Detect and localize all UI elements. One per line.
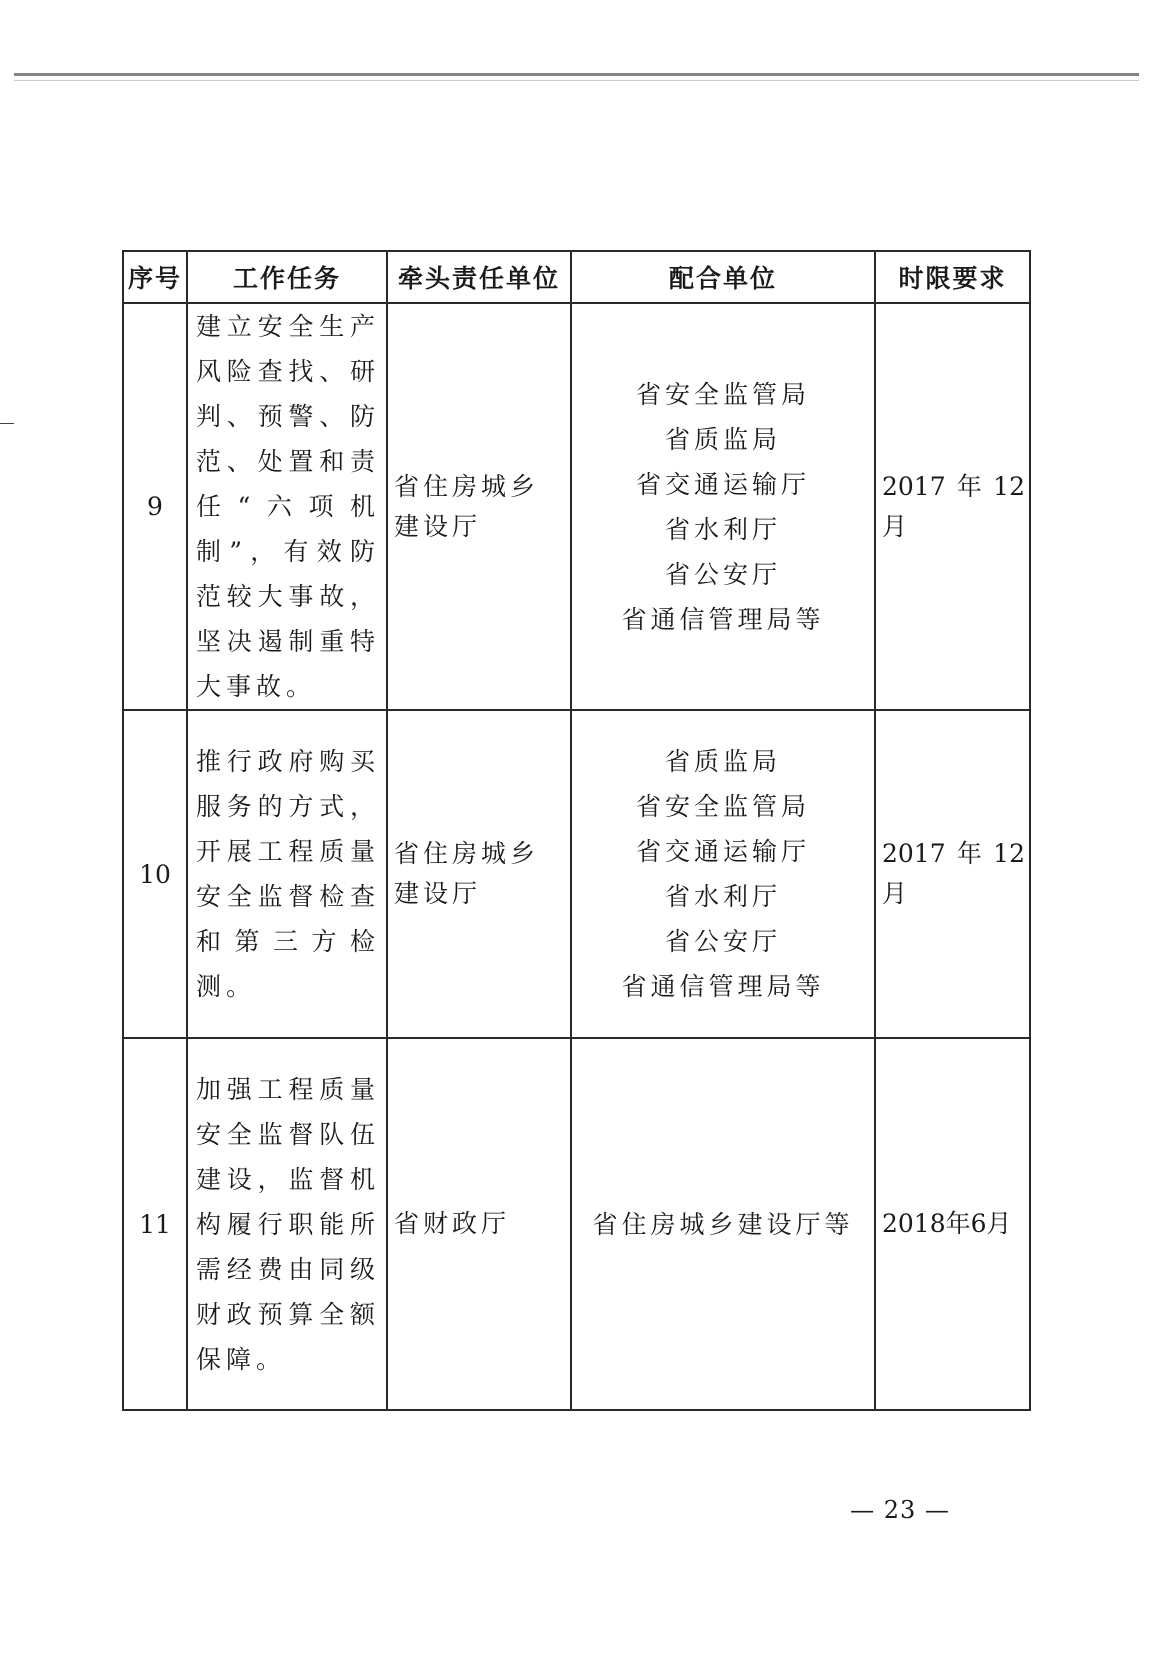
table-row — [123, 710, 1030, 1038]
coop-unit: 省质监局 — [664, 747, 781, 776]
row-deadline: 2018年6月 — [875, 1038, 1030, 1410]
row-seq: 11 — [123, 1038, 187, 1410]
header-rule — [14, 73, 1139, 76]
header-coop-units: 配合单位 — [571, 251, 875, 303]
header-task: 工作任务 — [187, 251, 387, 303]
coop-unit: 省水利厅 — [664, 882, 781, 911]
page-number: — 23 — — [850, 1496, 950, 1524]
deadline-month-unit: 月 — [882, 879, 908, 908]
row-coop-units — [571, 710, 875, 1038]
row-task: 加强工程质量安全监督队伍建设，监督机构履行职能所需经费由同级财政预算全额保障。 — [187, 1038, 387, 1410]
header-lead-unit: 牵头责任单位 — [387, 251, 571, 303]
row-deadline — [875, 303, 1030, 710]
deadline-month: 12 — [993, 839, 1025, 868]
deadline-year: 2017 — [882, 839, 946, 868]
table-row — [123, 303, 1030, 710]
row-deadline — [875, 710, 1030, 1038]
row-lead-unit: 省财政厅 — [387, 1038, 571, 1410]
row-lead-unit: 省住房城乡建设厅 — [387, 710, 571, 1038]
coop-unit: 省住房城乡建设厅等 — [592, 1209, 854, 1239]
table-header-row — [123, 251, 1030, 303]
table-row — [123, 1038, 1030, 1410]
row-seq: 10 — [123, 710, 187, 1038]
header-rule-shadow — [14, 80, 1139, 81]
coop-unit: 省质监局 — [664, 424, 781, 454]
coop-unit: 省交通运输厅 — [635, 837, 810, 866]
row-lead-unit: 省住房城乡建设厅 — [387, 303, 571, 710]
task-table — [122, 250, 1031, 1411]
row-coop-units — [571, 303, 875, 710]
deadline-year-unit: 年 — [956, 839, 982, 868]
coop-unit: 省水利厅 — [664, 514, 781, 544]
row-task: 推行政府购买服务的方式，开展工程质量安全监督检查和第三方检测。 — [187, 710, 387, 1038]
coop-unit: 省安全监管局 — [635, 379, 810, 409]
coop-unit: 省安全监管局 — [635, 792, 810, 821]
binding-margin-mark — [0, 423, 14, 424]
deadline-month-unit: 月 — [882, 511, 908, 541]
deadline-year: 2017 — [882, 471, 946, 501]
deadline-month: 12 — [993, 471, 1025, 501]
coop-unit: 省交通运输厅 — [635, 469, 810, 499]
deadline-year-unit: 年 — [956, 471, 982, 501]
coop-unit: 省公安厅 — [664, 927, 781, 956]
header-deadline: 时限要求 — [875, 251, 1030, 303]
header-seq: 序号 — [123, 251, 187, 303]
row-task: 建立安全生产风险查找、研判、预警、防范、处置和责任“六项机制”，有效防范较大事故，坚决遏制重特大事故。 — [187, 303, 387, 710]
coop-unit: 省通信管理局等 — [621, 604, 825, 634]
coop-unit: 省公安厅 — [664, 559, 781, 589]
row-seq: 9 — [123, 303, 187, 710]
coop-unit: 省通信管理局等 — [621, 972, 825, 1001]
row-coop-units — [571, 1038, 875, 1410]
